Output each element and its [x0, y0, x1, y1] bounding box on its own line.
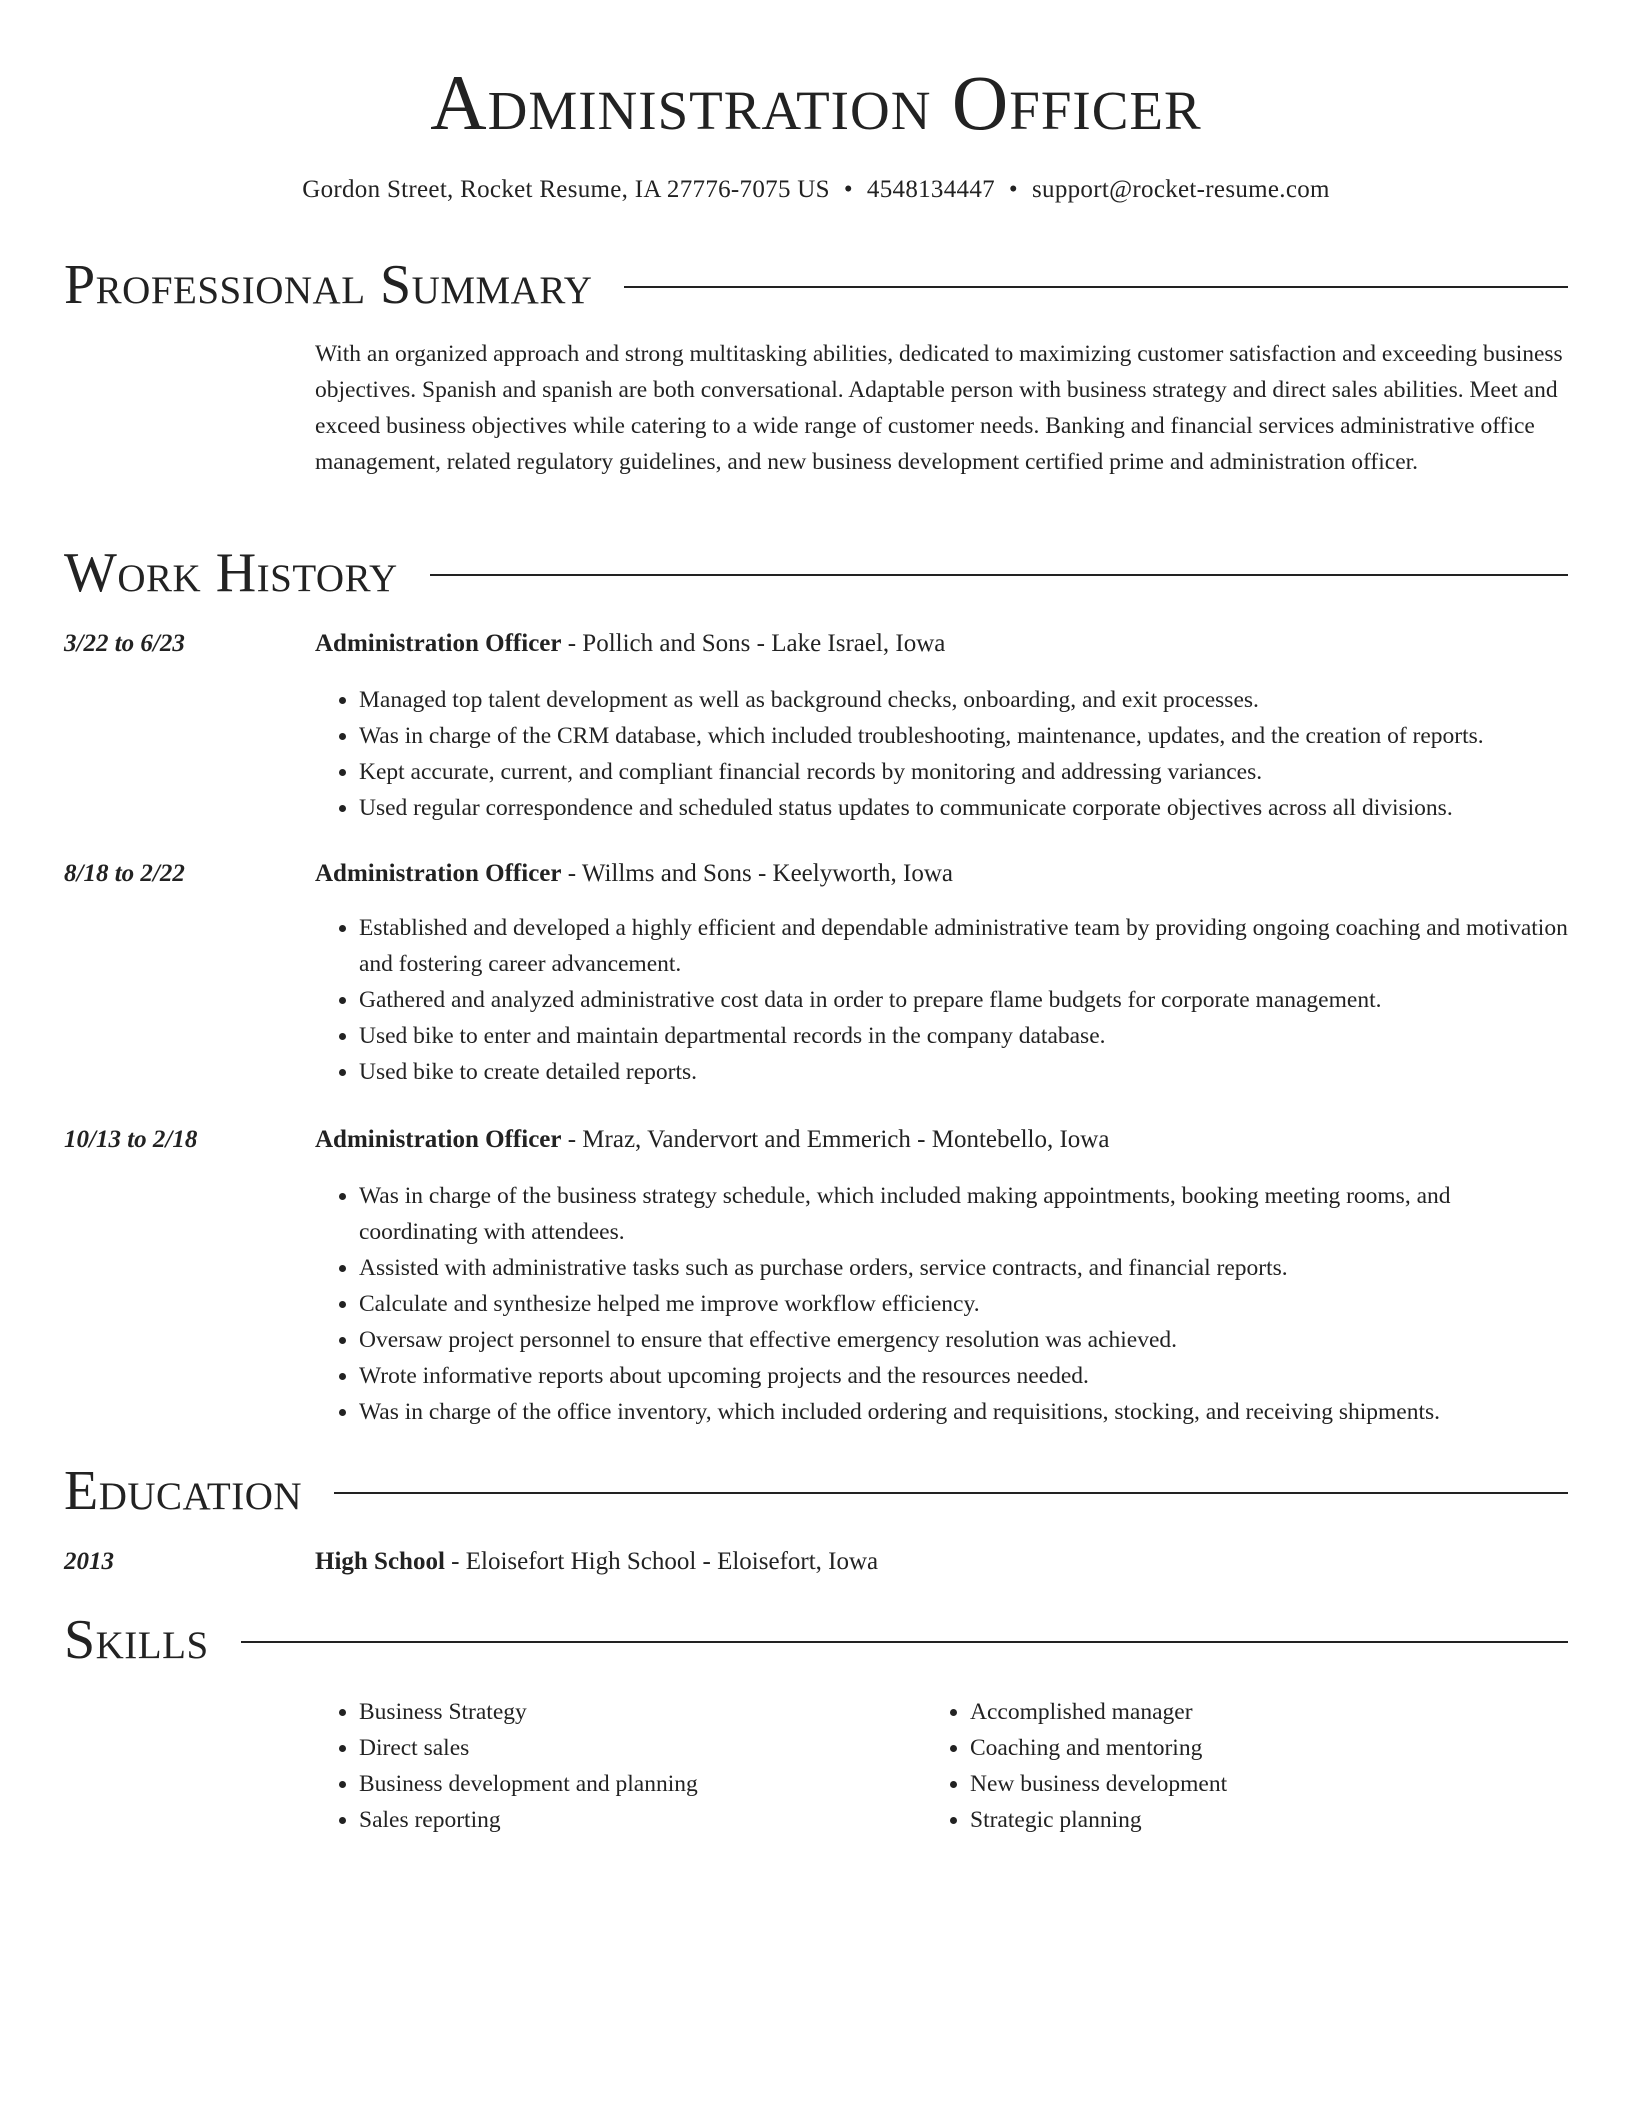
- job-bullet: • Wrote informative reports about upcoming projects and the resources needed.: [359, 1358, 1568, 1394]
- education-heading: [315, 1546, 1568, 1578]
- section-divider: [334, 1492, 1568, 1494]
- section-title-education: Education: [64, 1460, 303, 1522]
- section-header-work: [64, 540, 1568, 606]
- section-header-skills: [64, 1607, 1568, 1673]
- job-dates: 10/13 to 2/18: [64, 1126, 198, 1153]
- education-details: - Eloisefort High School - Eloisefort, Iowa: [444, 1548, 879, 1575]
- job-bullet: • Established and developed a highly efficient and dependable administrative team by providing ongoing coaching and motivation and fostering career advancement.: [359, 910, 1568, 982]
- job-bullet: • Calculate and synthesize helped me improve workflow efficiency.: [359, 1286, 1568, 1322]
- job-bullets: [315, 1178, 1568, 1430]
- job-details: - Willms and Sons - Keelyworth, Iowa: [561, 860, 954, 887]
- job-bullets: [315, 682, 1568, 826]
- contact-separator: •: [1008, 176, 1018, 203]
- contact-address: Gordon Street, Rocket Resume, IA 27776-7075 US: [302, 176, 830, 203]
- section-header-summary: [64, 252, 1568, 318]
- job-bullet: • Was in charge of the office inventory, which included ordering and requisitions, stocking, and receiving shipments.: [359, 1394, 1568, 1430]
- skill-item: • Coaching and mentoring: [970, 1730, 1486, 1766]
- skill-item: • Strategic planning: [970, 1802, 1486, 1838]
- skills-list-right: [926, 1694, 1486, 1838]
- education-degree: High School: [315, 1548, 445, 1575]
- job-details: - Pollich and Sons - Lake Israel, Iowa: [561, 630, 946, 657]
- section-title-skills: Skills: [64, 1609, 209, 1671]
- skill-item: • New business development: [970, 1766, 1486, 1802]
- section-divider: [241, 1641, 1568, 1643]
- job-title: Administration Officer: [315, 630, 562, 657]
- education-year: 2013: [64, 1548, 114, 1575]
- skill-item: • Direct sales: [359, 1730, 875, 1766]
- section-title-work: Work History: [64, 542, 398, 604]
- job-heading: [315, 628, 1568, 660]
- contact-line: [64, 174, 1568, 206]
- skill-item: • Business Strategy: [359, 1694, 875, 1730]
- job-bullet: • Was in charge of the business strategy schedule, which included making appointments, booking meeting rooms, and coordinating with attendees.: [359, 1178, 1568, 1250]
- skills-list-left: [315, 1694, 875, 1838]
- job-title: Administration Officer: [315, 860, 562, 887]
- job-bullet: • Managed top talent development as well as background checks, onboarding, and exit processes.: [359, 682, 1568, 718]
- section-title-summary: Professional Summary: [64, 254, 593, 316]
- job-details: - Mraz, Vandervort and Emmerich - Montebello, Iowa: [561, 1126, 1110, 1153]
- job-bullets: [315, 910, 1568, 1090]
- contact-email: support@rocket-resume.com: [1031, 176, 1330, 203]
- resume-name-title: Administration Officer: [430, 59, 1202, 146]
- job-dates: 8/18 to 2/22: [64, 860, 185, 887]
- section-divider: [624, 286, 1568, 288]
- job-bullet: • Used bike to enter and maintain departmental records in the company database.: [359, 1018, 1568, 1054]
- contact-separator: •: [843, 176, 853, 203]
- summary-text: With an organized approach and strong multitasking abilities, dedicated to maximizing customer satisfaction and exceeding business objectives. Spanish and spanish are both conversational. Adaptable person with business strategy and direct sales abilities. Meet and exceed business objectives while catering to a wide range of customer needs. Banking and financial services administrative office management, related regulatory guidelines, and new business development certified prime and administration officer.: [315, 341, 1563, 475]
- job-bullet: • Assisted with administrative tasks such as purchase orders, service contracts, and financial reports.: [359, 1250, 1568, 1286]
- job-bullet: • Oversaw project personnel to ensure that effective emergency resolution was achieved.: [359, 1322, 1568, 1358]
- section-divider: [430, 574, 1568, 576]
- skill-item: • Accomplished manager: [970, 1694, 1486, 1730]
- job-title: Administration Officer: [315, 1126, 562, 1153]
- skill-item: • Business development and planning: [359, 1766, 875, 1802]
- job-bullet: • Was in charge of the CRM database, which included troubleshooting, maintenance, updates, and the creation of reports.: [359, 718, 1568, 754]
- job-dates: 3/22 to 6/23: [64, 630, 185, 657]
- job-bullet: • Gathered and analyzed administrative cost data in order to prepare flame budgets for corporate management.: [359, 982, 1568, 1018]
- section-header-education: [64, 1458, 1568, 1524]
- job-bullet: • Kept accurate, current, and compliant financial records by monitoring and addressing variances.: [359, 754, 1568, 790]
- job-bullet: • Used bike to create detailed reports.: [359, 1054, 1568, 1090]
- job-bullet: • Used regular correspondence and scheduled status updates to communicate corporate objectives across all divisions.: [359, 790, 1568, 826]
- contact-phone: 4548134447: [866, 176, 995, 203]
- job-heading: [315, 1124, 1568, 1156]
- job-heading: [315, 858, 1568, 890]
- skill-item: • Sales reporting: [359, 1802, 875, 1838]
